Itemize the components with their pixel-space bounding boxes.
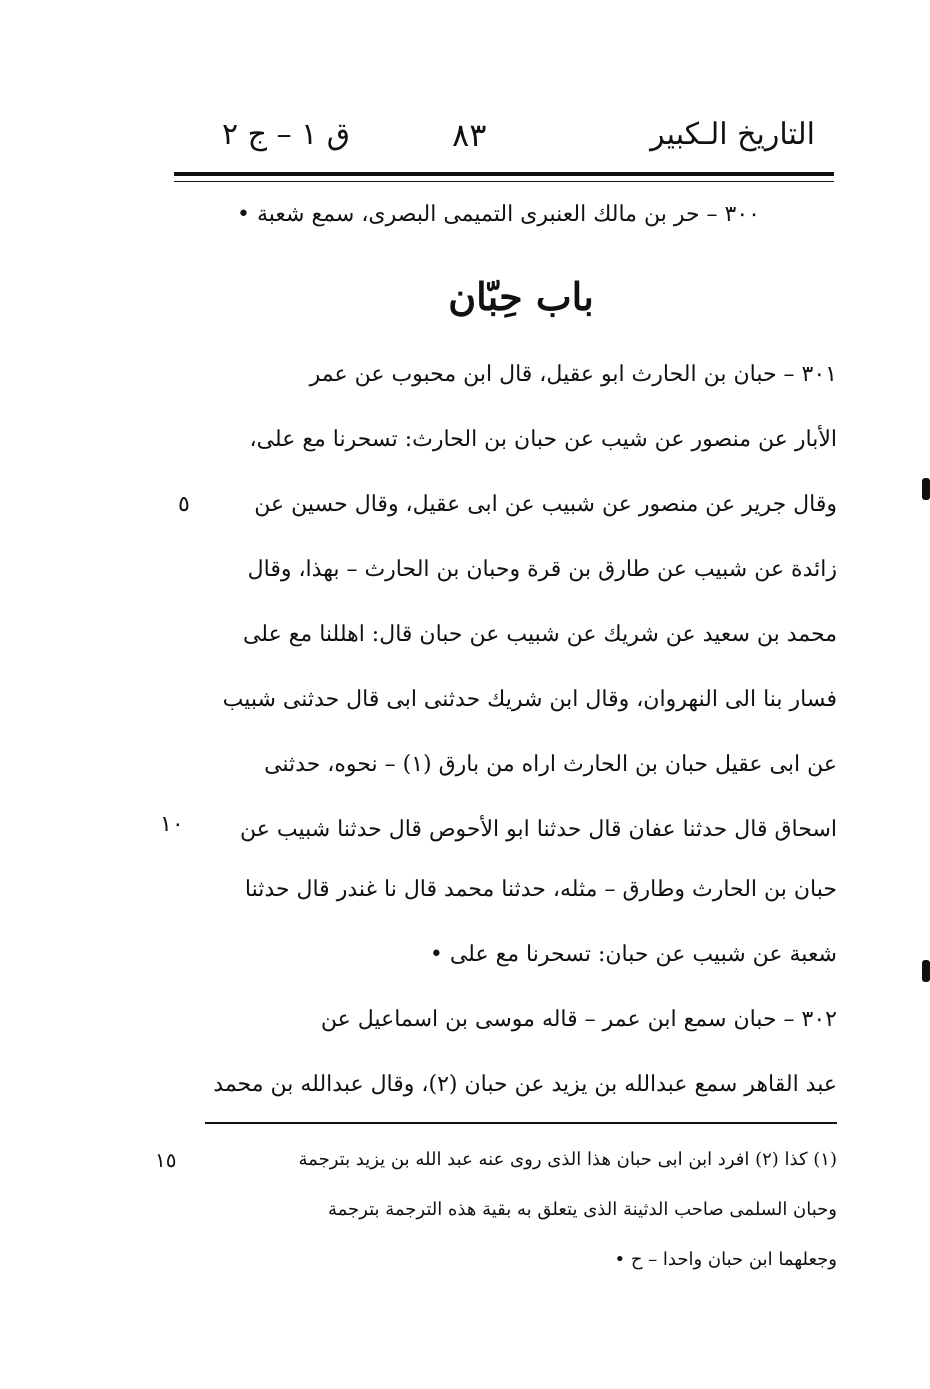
line-number-5: ٥: [178, 492, 190, 517]
body-line: زائدة عن شبيب عن طارق بن قرة وحبان بن الحارث – بهذا، وقال: [247, 557, 837, 582]
body-line: فسار بنا الى النهروان، وقال ابن شريك حدثنى ابى قال حدثنى شبيب: [222, 687, 837, 712]
body-line: الأبار عن منصور عن شيب عن حبان بن الحارث: تسحرنا مع على،: [249, 427, 837, 452]
body-line: محمد بن سعيد عن شريك عن شبيب عن حبان قال: اهللنا مع على: [242, 622, 837, 647]
header-rule-thin: [174, 181, 834, 182]
footnote-line: وجعلهما ابن حبان واحدا – ح •: [614, 1249, 837, 1270]
body-line: عبد القاهر سمع عبدالله بن يزيد عن حبان (٢)، وقال عبدالله بن محمد: [213, 1072, 837, 1097]
body-line: عن ابى عقيل حبان بن الحارث اراه من بارق (١) – نحوه، حدثنى: [264, 752, 837, 777]
footnote-line: وحبان السلمى صاحب الدثينة الذى يتعلق به بقية هذه الترجمة بترجمة: [327, 1199, 837, 1220]
footnote-separator: [205, 1122, 837, 1124]
body-line: ٣٠٢ – حبان سمع ابن عمر – قاله موسى بن اسماعيل عن: [320, 1007, 837, 1032]
scan-edge-mark: [922, 960, 930, 982]
line-number-15: ١٥: [155, 1148, 177, 1172]
body-line: وقال جرير عن منصور عن شبيب عن ابى عقيل، وقال حسين عن: [254, 492, 837, 517]
body-line: حبان بن الحارث وطارق – مثله، حدثنا محمد قال نا غندر قال حدثنا: [244, 877, 837, 902]
line-number-10: ١٠: [160, 812, 184, 837]
running-title: التاريخ الـكبير: [650, 117, 815, 152]
entry-300: ٣٠٠ – حر بن مالك العنبرى التميمى البصرى، سمع شعبة •: [237, 202, 760, 227]
scan-edge-mark: [922, 478, 930, 500]
volume-part-indicator: ق ١ – ج ٢: [222, 117, 351, 152]
body-line: اسحاق قال حدثنا عفان قال حدثنا ابو الأحوص قال حدثنا شبيب عن: [239, 817, 837, 842]
section-heading: باب حِبّان: [448, 274, 594, 319]
body-line: شعبة عن شبيب عن حبان: تسحرنا مع على •: [429, 942, 837, 967]
page-number: ٨٣: [452, 116, 487, 154]
footnote-line: (١) كذا (٢) افرد ابن ابى حبان هذا الذى روى عنه عبد الله بن يزيد بترجمة: [298, 1149, 837, 1170]
body-line: ٣٠١ – حبان بن الحارث ابو عقيل، قال ابن محبوب عن عمر: [309, 362, 837, 387]
header-rule-thick: [174, 172, 834, 176]
